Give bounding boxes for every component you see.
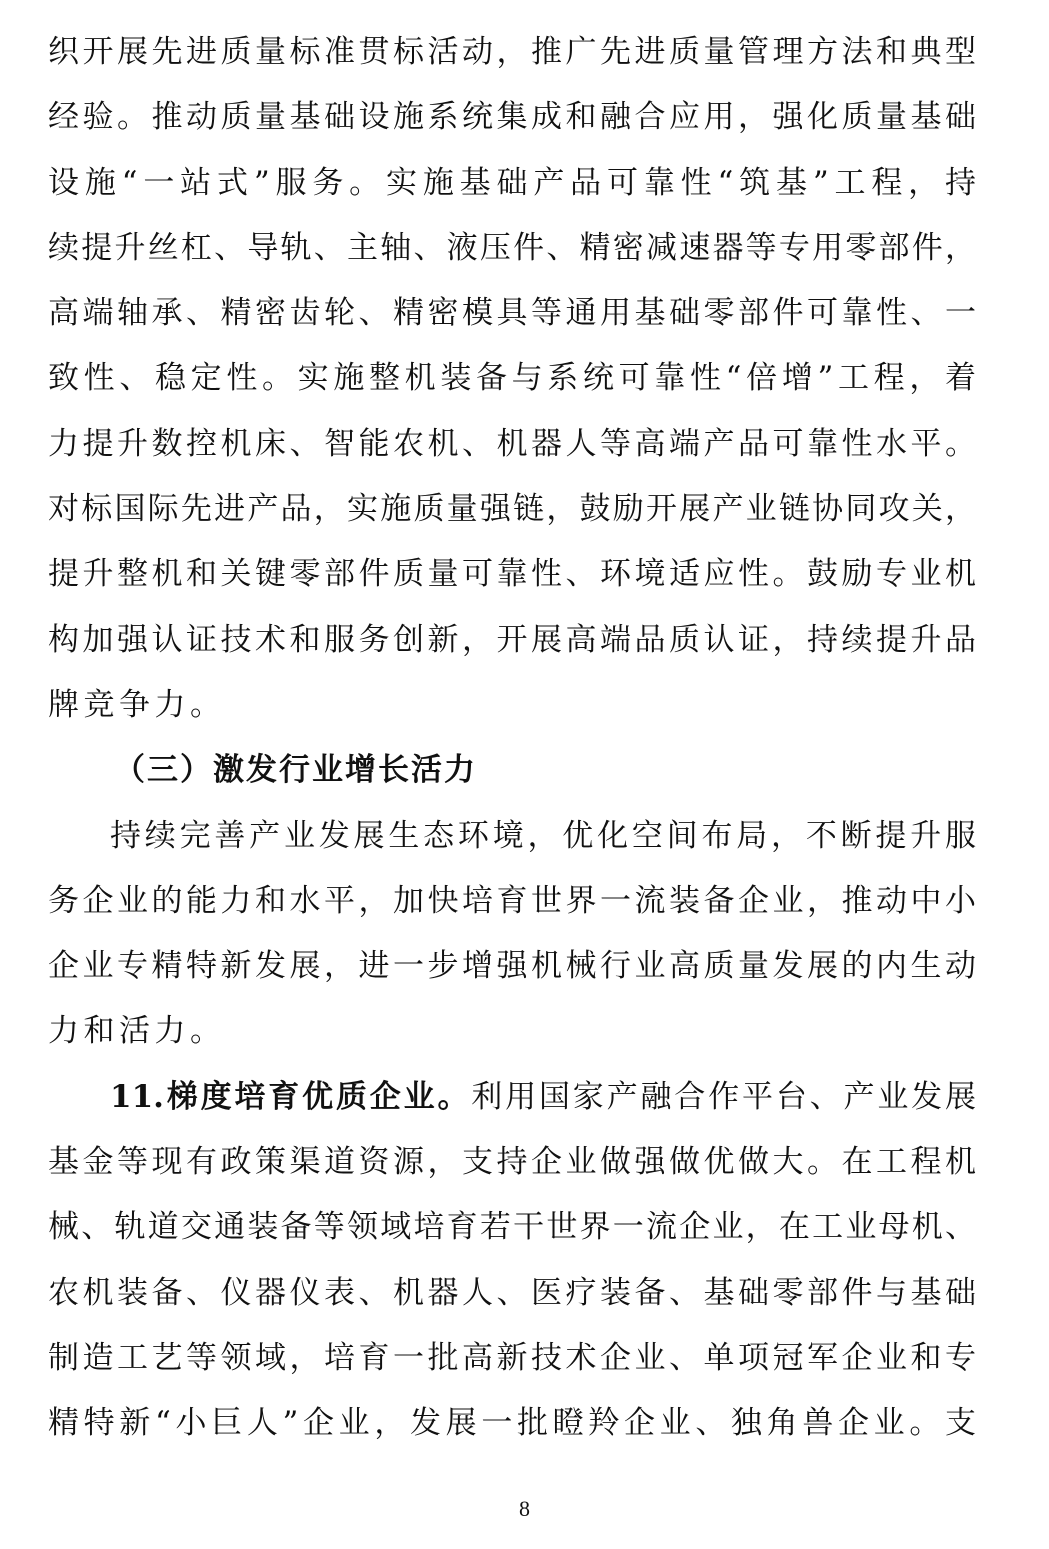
text-line: 高端轴承、精密齿轮、精密模具等通用基础零部件可靠性、一 [48,295,976,332]
paragraph-industry-growth [48,804,976,1065]
section-heading: （三）激发行业增长活力 [114,752,477,789]
text-line: 致性、稳定性。实施整机装备与系统可靠性“倍增”工程，着 [48,360,976,397]
text-line: 续提升丝杠、导轨、主轴、液压件、精密减速器等专用零部件， [48,229,976,266]
document-body [48,20,976,1457]
text-line: 精特新“小巨人”企业，发展一批瞪羚企业、独角兽企业。支 [48,1405,976,1442]
item-lead-title: 11.梯度培育优质企业。 [110,1078,472,1115]
text-line: 力和活力。 [48,1013,226,1050]
text-line: 力提升数控机床、智能农机、机器人等高端产品可靠性水平。 [48,425,976,462]
item-lead-rest: 利用国家产融合作平台、产业发展 [471,1078,976,1115]
text-line: 织开展先进质量标准贯标活动，推广先进质量管理方法和典型 [48,34,976,70]
text-line [48,1065,976,1130]
text-line: 持续完善产业发展生态环境，优化空间布局，不断提升服 [110,817,976,854]
text-line: 农机装备、仪器仪表、机器人、医疗装备、基础零部件与基础 [48,1274,976,1311]
text-line: 构加强认证技术和服务创新，开展高端品质认证，持续提升品 [48,621,976,658]
text-line: 提升整机和关键零部件质量可靠性、环境适应性。鼓励专业机 [48,556,976,593]
text-line: 对标国际先进产品，实施质量强链，鼓励开展产业链协同攻关， [48,491,976,528]
text-line: 企业专精特新发展，进一步增强机械行业高质量发展的内生动 [48,948,976,985]
text-line: 械、轨道交通装备等领域培育若干世界一流企业，在工业母机、 [48,1209,976,1246]
text-line: 经验。推动质量基础设施系统集成和融合应用，强化质量基础 [48,99,976,136]
page-number: 8 [519,1496,530,1521]
text-line: 务企业的能力和水平，加快培育世界一流装备企业，推动中小 [48,882,976,919]
text-line: 制造工艺等领域，培育一批高新技术企业、单项冠军企业和专 [48,1339,976,1376]
text-line: 基金等现有政策渠道资源，支持企业做强做优做大。在工程机 [48,1144,976,1181]
text-line: 牌竞争力。 [48,686,226,723]
text-line: 设施“一站式”服务。实施基础产品可靠性“筑基”工程，持 [48,164,976,201]
paragraph-quality-reliability [48,20,976,738]
paragraph-item-11 [48,1065,976,1457]
